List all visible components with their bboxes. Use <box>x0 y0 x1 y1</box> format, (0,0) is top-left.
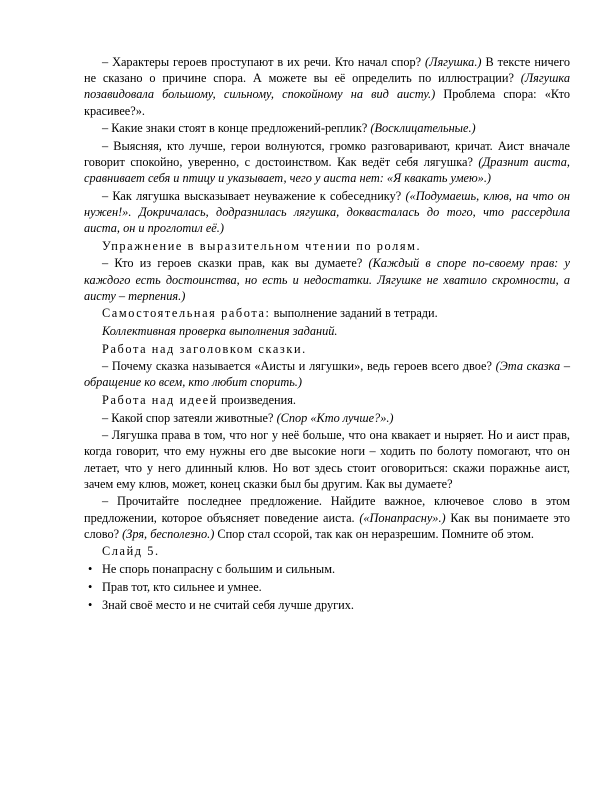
bullet-dot-icon: • <box>88 580 93 595</box>
text-run: Проблема спора: «Кто красивее?». <box>84 87 570 118</box>
section-heading-text: Самостоятельная работа: <box>102 306 271 321</box>
paragraph <box>84 341 570 357</box>
answer-text: Коллективная проверка выполнения заданий. <box>102 323 338 338</box>
text-run: В тексте ничего не сказано о причине спора. А можете вы её определить по иллюстрации? <box>84 55 571 86</box>
paragraph <box>84 410 570 426</box>
section-heading-text: Работа над идеей <box>102 392 218 407</box>
text-run: произведения. <box>217 392 296 407</box>
text-run: – Прочитайте последнее предложение. Найдите важное, ключевое слово в этом предложении, которое объясняет поведение аиста. <box>84 494 570 525</box>
paragraph <box>84 493 570 542</box>
text-run: – Характеры героев проступают в их речи. Кто начал спор? <box>102 55 426 69</box>
answer-text: (Лягушка.) <box>425 55 482 69</box>
text-run: – Какой спор затеяли животные? <box>102 410 277 425</box>
section-heading-text: Слайд 5. <box>102 544 160 559</box>
text-run: – Какие знаки стоят в конце предложений-реплик? <box>102 121 371 136</box>
bullet-dot-icon: • <box>88 561 93 576</box>
text-run: выполнение заданий в тетради. <box>270 306 438 321</box>
paragraph <box>84 543 570 559</box>
document-body <box>84 54 570 560</box>
bullet-text: Знай своё место и не считай себя лучше других. <box>102 598 354 613</box>
paragraph <box>84 238 570 254</box>
paragraph <box>84 323 570 339</box>
bullet-item <box>84 561 570 577</box>
bullet-text: Не спорь понапрасну с большим и сильным. <box>102 561 336 576</box>
answer-text: («Понапрасну».) <box>359 510 446 525</box>
answer-text: (Каждый в споре по-своему прав: у каждого есть достоинства, но есть и недостатки. Лягушке не хватило скромности, а аисту – терпения.) <box>84 256 570 303</box>
paragraph <box>84 120 570 136</box>
bullet-item <box>84 579 570 595</box>
text-run: – Почему сказка называется «Аисты и лягушки», ведь героев всего двое? <box>102 359 496 374</box>
paragraph <box>84 188 570 237</box>
answer-text: («Подумаешь, клюв, на что он нужен!». Докричалась, додразнилась лягушка, доквасталась до того, что рассердила аиста, он и проглотил её.) <box>84 188 571 236</box>
text-run: Спор стал ссорой, так как он неразрешим. Помните об этом. <box>214 526 534 541</box>
bullet-item <box>84 597 570 613</box>
paragraph <box>84 54 570 119</box>
document-page <box>84 54 570 616</box>
paragraph <box>84 138 570 187</box>
text-run: – Лягушка права в том, что ног у неё больше, что она квакает и ныряет. Но и аист прав, когда говорит, что ему нужны его две высокие ноги – ходить по болоту помогают, что он летает, что у него длинный клюв. Но вот здесь стоит оговориться: скажи поражнье аист, зачем ему клюв, может, конец сказки был бы другим. Как вы думаете? <box>84 428 570 491</box>
answer-text: (Зря, бесполезно.) <box>122 526 215 541</box>
answer-text: (Дразнит аиста, сравнивает себя и птицу и указывает, чего у аиста нет: «Я квакать умею».) <box>84 155 570 186</box>
section-heading-text: Упражнение в выразительном чтении по ролям. <box>102 238 422 253</box>
answer-text: (Эта сказка – обращение ко всем, кто любит спорить.) <box>84 359 570 390</box>
bullet-text: Прав тот, кто сильнее и умнее. <box>102 580 262 595</box>
text-run: Как вы понимаете это слово? <box>84 510 570 541</box>
bullet-dot-icon: • <box>88 598 93 613</box>
section-heading-text: Работа над заголовком сказки. <box>102 341 307 356</box>
answer-text: (Лягушка позавидовала большому, сильному, спокойному на вид аисту.) <box>84 71 570 102</box>
answer-text: (Спор «Кто лучше?».) <box>276 410 394 425</box>
paragraph <box>84 305 570 321</box>
paragraph <box>84 255 570 304</box>
paragraph <box>84 427 570 492</box>
paragraph <box>84 358 570 390</box>
slide-bullet-list <box>84 561 570 614</box>
answer-text: (Восклицательные.) <box>370 121 476 136</box>
text-run: – Как лягушка высказывает неуважение к собеседнику? <box>102 188 406 203</box>
text-run: – Кто из героев сказки прав, как вы думаете? <box>102 256 369 271</box>
text-run: – Выясняя, кто лучше, герои волнуются, громко разговаривают, кричат. Аист вначале говорит спокойно, уверенно, с достоинством. Как ведёт себя лягушка? <box>84 138 570 169</box>
paragraph <box>84 392 570 408</box>
